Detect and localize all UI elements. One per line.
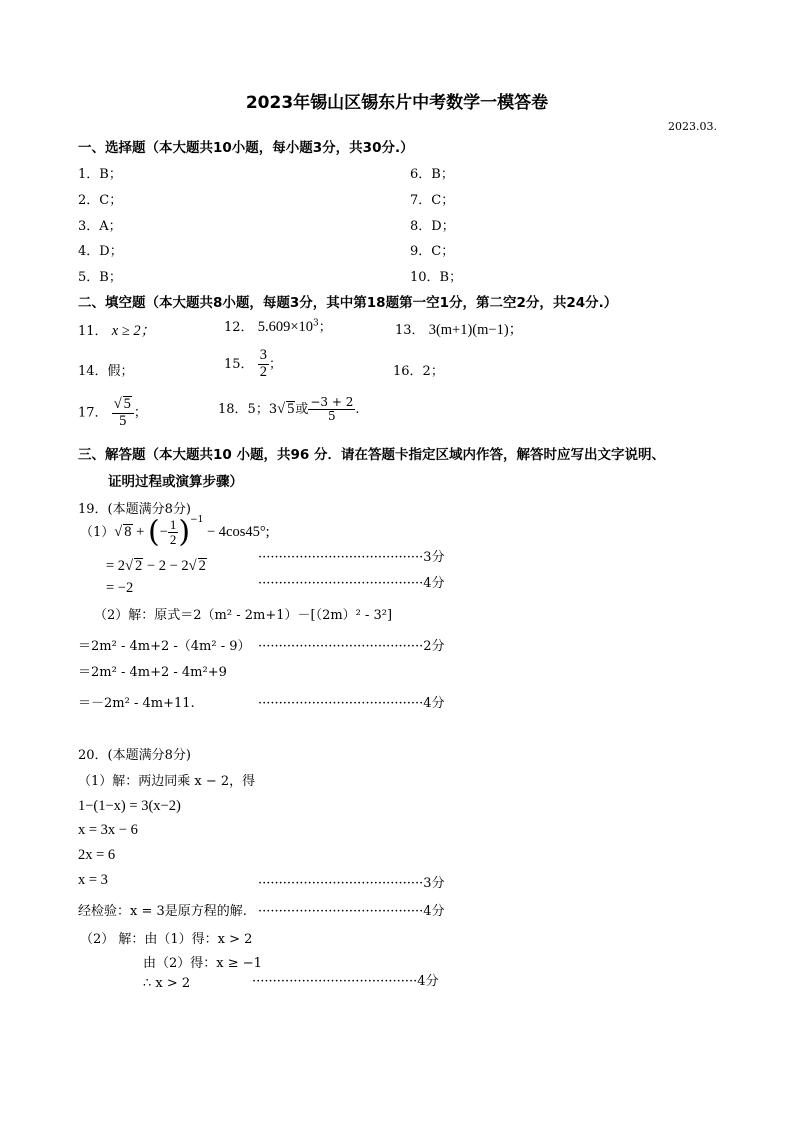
q19-part1-label: （1） — [80, 525, 115, 540]
answer-13-number: 13． — [395, 323, 425, 338]
answer-13 — [395, 318, 523, 339]
q19-exponent: −1 — [190, 515, 204, 525]
answer-9: 9．C； — [410, 244, 455, 259]
answer-17-end: ； — [133, 405, 147, 421]
answer-18-radicand: 5 — [287, 401, 295, 418]
answer-8: 8．D； — [410, 219, 455, 234]
answer-18-numerator: −3 + 2 — [310, 395, 354, 409]
answer-11-number: 11． — [78, 324, 108, 339]
q19-title: 19．(本题满分8分) — [78, 502, 191, 517]
q19-sqrt-8: 8 — [124, 524, 132, 540]
answer-12 — [224, 316, 332, 336]
answer-12-end: ； — [318, 320, 332, 335]
q19-step1-sqrt-sign2: √ — [188, 558, 197, 574]
q20-score-4: ········································4分 — [258, 904, 445, 919]
q19-step1-a: = 2 — [106, 558, 126, 574]
q19-part2-score-4: ········································4分 — [258, 696, 445, 711]
q19-score-4: ········································4分 — [258, 576, 445, 591]
answer-18-or: 或 — [295, 402, 309, 418]
q20-part1-line3: x = 3x − 6 — [78, 822, 138, 838]
q20-score-3: ········································3分 — [258, 876, 445, 891]
q19-half-fraction — [168, 518, 179, 548]
exam-date: 2023.03. — [668, 120, 717, 133]
answer-17-radicand: 5 — [123, 396, 131, 412]
answer-18-prefix: 18．5；3 — [218, 402, 278, 418]
answer-3: 3．A； — [78, 219, 122, 234]
answer-18-denominator: 5 — [328, 409, 336, 424]
section3-heading-line2: 证明过程或演算步骤） — [108, 474, 243, 490]
q20-part1-line5: x = 3 — [78, 872, 108, 888]
answer-15 — [224, 348, 282, 381]
answer-7: 7．C； — [410, 193, 455, 208]
section2-heading: 二、填空题（本大题共8小题，每题3分，其中第18题第一空1分，第二空2分，共24分.） — [78, 295, 618, 311]
q19-right-paren: ) — [178, 514, 191, 550]
answer-10: 10．B； — [410, 270, 463, 285]
answer-18-sqrt-sign: √ — [277, 401, 286, 418]
answer-17-denominator: 5 — [119, 412, 127, 429]
answer-2: 2．C； — [78, 193, 123, 208]
answer-15-numerator: 3 — [259, 347, 267, 363]
q20-part1-line2: 1−(1−x) = 3(x−2) — [78, 798, 181, 814]
answer-18-fraction — [308, 396, 355, 423]
answer-1: 1．B； — [78, 167, 122, 182]
q20-part2-score-4: ········································4分 — [252, 974, 439, 989]
answer-15-denominator: 2 — [259, 363, 267, 380]
section1-heading: 一、选择题（本大题共10小题，每小题3分，共30分.） — [78, 140, 414, 156]
q19-step1 — [106, 558, 207, 575]
answer-5: 5．B； — [78, 270, 122, 285]
q19-minus: − — [159, 524, 168, 540]
q19-part1-expression — [80, 515, 270, 548]
q19-part2-line4: ＝－2m² - 4m+11. — [78, 696, 195, 711]
q19-half-numerator: 1 — [169, 516, 177, 532]
answer-18 — [218, 396, 359, 423]
section3-heading-line1: 三、解答题（本大题共10 小题，共96 分．请在答题卡指定区域内作答，解答时应写出文字说明、 — [78, 447, 665, 463]
q20-part2-line2: 由（2）得：x ≥ −1 — [143, 956, 262, 971]
answer-12-number: 12． — [224, 320, 254, 335]
q19-cos-term: − 4cos45°; — [203, 524, 270, 540]
answer-14: 14．假； — [78, 364, 134, 379]
q19-part2-line2: ＝2m² - 4m+2 -（4m² - 9） — [78, 639, 251, 654]
answer-17 — [78, 396, 147, 430]
q20-part2-line1: （2） 解：由（1）得：x > 2 — [80, 932, 253, 947]
answer-16: 16．2； — [393, 364, 444, 379]
q20-part2-line3: ∴ x > 2 — [143, 976, 191, 991]
q19-step2: = −2 — [106, 580, 134, 596]
answer-15-end: ； — [268, 356, 282, 372]
q20-check: 经检验：x = 3是原方程的解. — [78, 904, 247, 919]
answer-11 — [78, 319, 155, 340]
answer-11-value: x ≥ 2； — [111, 323, 156, 339]
q19-part2-line1: （2）解：原式＝2（m² - 2m+1）－[（2m）² - 3²] — [94, 608, 393, 623]
q20-part1-line4: 2x = 6 — [78, 847, 116, 863]
q19-step1-b: − 2 − 2 — [143, 558, 189, 574]
answer-12-value: 5.609×10 — [257, 319, 313, 335]
q19-step1-sqrt2: 2 — [198, 558, 206, 574]
answer-12-exponent: 3 — [313, 318, 319, 329]
answer-17-number: 17． — [78, 405, 108, 421]
q19-step1-sqrt1: 2 — [135, 558, 143, 574]
answer-15-number: 15． — [224, 356, 254, 372]
answer-6: 6．B； — [410, 167, 454, 182]
answer-18-end: . — [355, 402, 360, 418]
answer-13-value: 3(m+1)(m−1)； — [428, 322, 524, 338]
q19-half-denominator: 2 — [169, 532, 177, 547]
q19-sqrt-sign: √ — [114, 524, 123, 540]
answer-17-numerator: √ 5 — [112, 396, 134, 414]
q20-part1-line1: （1）解：两边同乘 x − 2，得 — [78, 774, 256, 789]
answer-15-fraction — [258, 348, 269, 381]
q19-plus: + — [132, 524, 148, 540]
q20-title: 20．(本题满分8分) — [78, 748, 191, 763]
answer-4: 4．D； — [78, 244, 123, 259]
q19-left-paren: ( — [147, 514, 160, 550]
page-title: 2023年锡山区锡东片中考数学一模答卷 — [245, 93, 549, 113]
q19-score-3: ········································3分 — [258, 550, 445, 565]
q19-part2-line3: ＝2m² - 4m+2 - 4m²+9 — [78, 665, 227, 680]
q19-step1-sqrt-sign1: √ — [125, 558, 134, 574]
answer-17-fraction — [112, 396, 134, 430]
q19-part2-score-2: ········································2分 — [258, 639, 445, 654]
